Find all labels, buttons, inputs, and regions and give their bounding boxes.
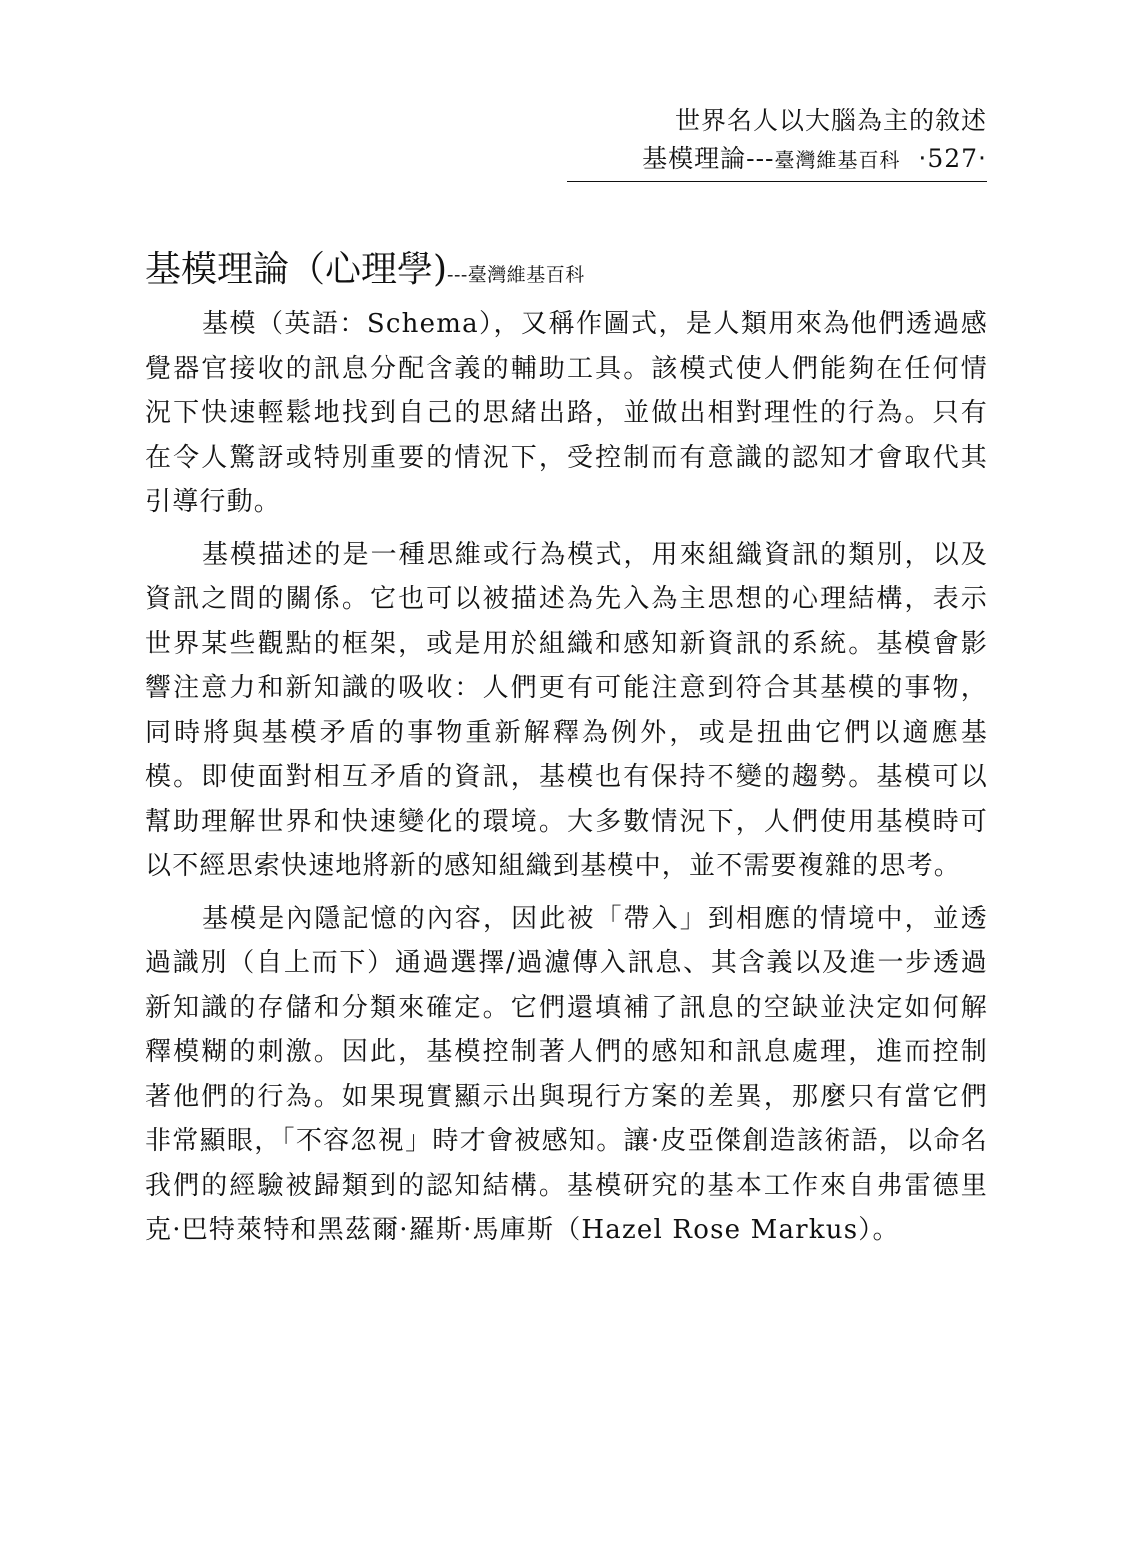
header-section-line bbox=[567, 140, 987, 182]
article-body bbox=[145, 302, 988, 1261]
article-title-text: 基模理論（心理學) bbox=[145, 249, 448, 290]
article-source: ---臺灣維基百科 bbox=[447, 264, 585, 286]
page-number: ‧527‧ bbox=[918, 144, 987, 173]
paragraph-1: 基模（英語：Schema），又稱作圖式，是人類用來為他們透過感覺器官接收的訊息分配含義的輔助工具。該模式使人們能夠在任何情況下快速輕鬆地找到自己的思緒出路，並做出相對理性的行為。只有在令人驚訝或特別重要的情況下，受控制而有意識的認知才會取代其引導行動。 bbox=[145, 309, 988, 517]
paragraph-2: 基模描述的是一種思維或行為模式，用來組織資訊的類別，以及資訊之間的關係。它也可以被描述為先入為主思想的心理結構，表示世界某些觀點的框架，或是用於組織和感知新資訊的系統。基模會影響注意力和新知識的吸收：人們更有可能注意到符合其基模的事物，同時將與基模矛盾的事物重新解釋為例外，或是扭曲它們以適應基模。即使面對相互矛盾的資訊，基模也有保持不變的趨勢。基模可以幫助理解世界和快速變化的環境。大多數情況下，人們使用基模時可以不經思索快速地將新的感知組織到基模中，並不需要複雜的思考。 bbox=[145, 539, 988, 881]
running-header bbox=[567, 102, 987, 182]
paragraph-3: 基模是內隱記憶的內容，因此被「帶入」到相應的情境中，並透過識別（自上而下）通過選擇/過濾傳入訊息、其含義以及進一步透過新知識的存儲和分類來確定。它們還填補了訊息的空缺並決定如何解釋模糊的刺激。因此，基模控制著人們的感知和訊息處理，進而控制著他們的行為。如果現實顯示出與現行方案的差異，那麼只有當它們非常顯眼，「不容忽視」時才會被感知。讓·皮亞傑創造該術語，以命名我們的經驗被歸類到的認知結構。基模研究的基本工作來自弗雷德里克·巴特萊特和黑茲爾·羅斯·馬庫斯（Hazel Rose Markus）。 bbox=[145, 903, 988, 1245]
article-title bbox=[145, 244, 585, 301]
header-book-title: 世界名人以大腦為主的敘述 bbox=[674, 106, 987, 135]
header-section-title: 基模理論--- bbox=[642, 144, 775, 173]
header-site-name: 臺灣維基百科 bbox=[774, 148, 901, 172]
